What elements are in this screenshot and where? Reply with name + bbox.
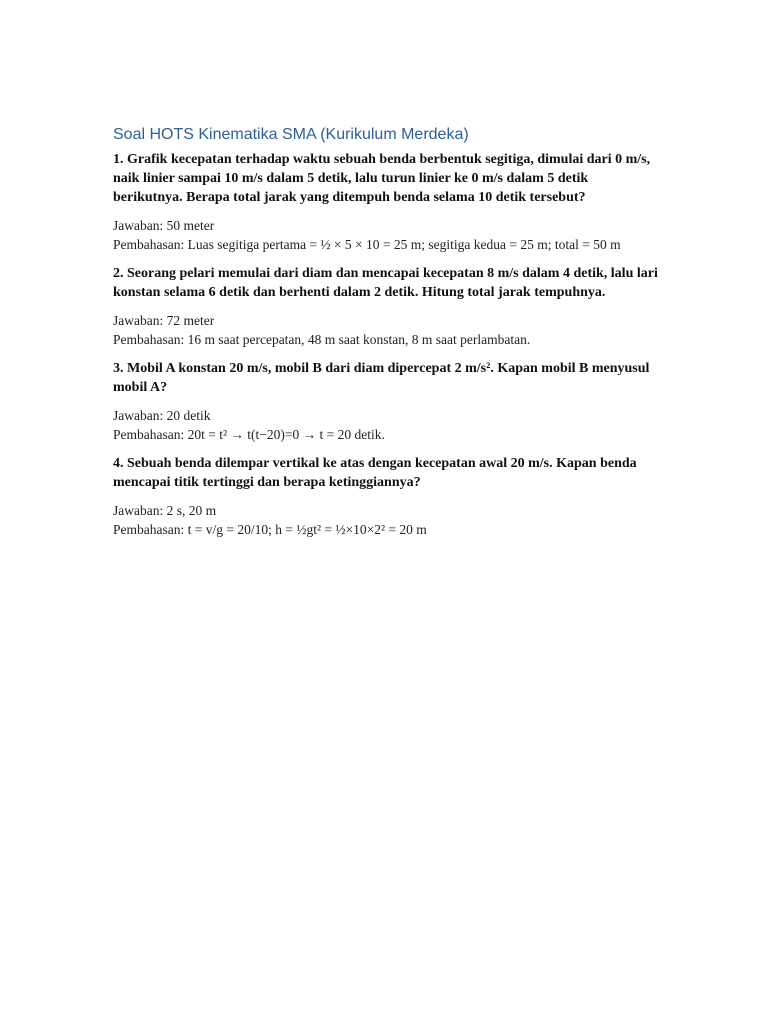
question-1 (113, 150, 661, 254)
question-text: 2. Seorang pelari memulai dari diam dan mencapai kecepatan 8 m/s dalam 4 detik, lalu lari konstan selama 6 detik dan berhenti dalam 2 detik. Hitung total jarak tempuhnya. (113, 266, 658, 300)
question-text: 1. Grafik kecepatan terhadap waktu sebuah benda berbentuk segitiga, dimulai dari 0 m/s, naik linier sampai 10 m/s dalam 5 detik, lalu turun linier ke 0 m/s dalam 5 detik berikutnya. Berapa total jarak yang ditempuh benda selama 10 detik tersebut? (113, 152, 651, 205)
question-2 (113, 264, 661, 349)
explanation-text: Pembahasan: 20t = t² → t(t−20)=0 → t = 20 detik. (113, 427, 385, 442)
explanation-text: Pembahasan: Luas segitiga pertama = ½ × 5 × 10 = 25 m; segitiga kedua = 25 m; total = 50 m (113, 237, 621, 252)
question-3 (113, 359, 661, 444)
explanation-text: Pembahasan: t = v/g = 20/10; h = ½gt² = ½×10×2² = 20 m (113, 522, 427, 537)
answer-text: Jawaban: 50 meter (113, 218, 215, 233)
document-title: Soal HOTS Kinematika SMA (Kurikulum Merdeka) (113, 126, 469, 143)
answer-text: Jawaban: 20 detik (113, 408, 211, 423)
question-text: 4. Sebuah benda dilempar vertikal ke atas dengan kecepatan awal 20 m/s. Kapan benda mencapai titik tertinggi dan berapa ketinggiannya? (113, 456, 637, 490)
question-text: 3. Mobil A konstan 20 m/s, mobil B dari diam dipercepat 2 m/s². Kapan mobil B menyusul mobil A? (113, 361, 650, 395)
answer-text: Jawaban: 2 s, 20 m (113, 503, 217, 518)
question-4 (113, 454, 661, 539)
document-page (113, 124, 661, 549)
answer-text: Jawaban: 72 meter (113, 313, 215, 328)
explanation-text: Pembahasan: 16 m saat percepatan, 48 m saat konstan, 8 m saat perlambatan. (113, 332, 531, 347)
